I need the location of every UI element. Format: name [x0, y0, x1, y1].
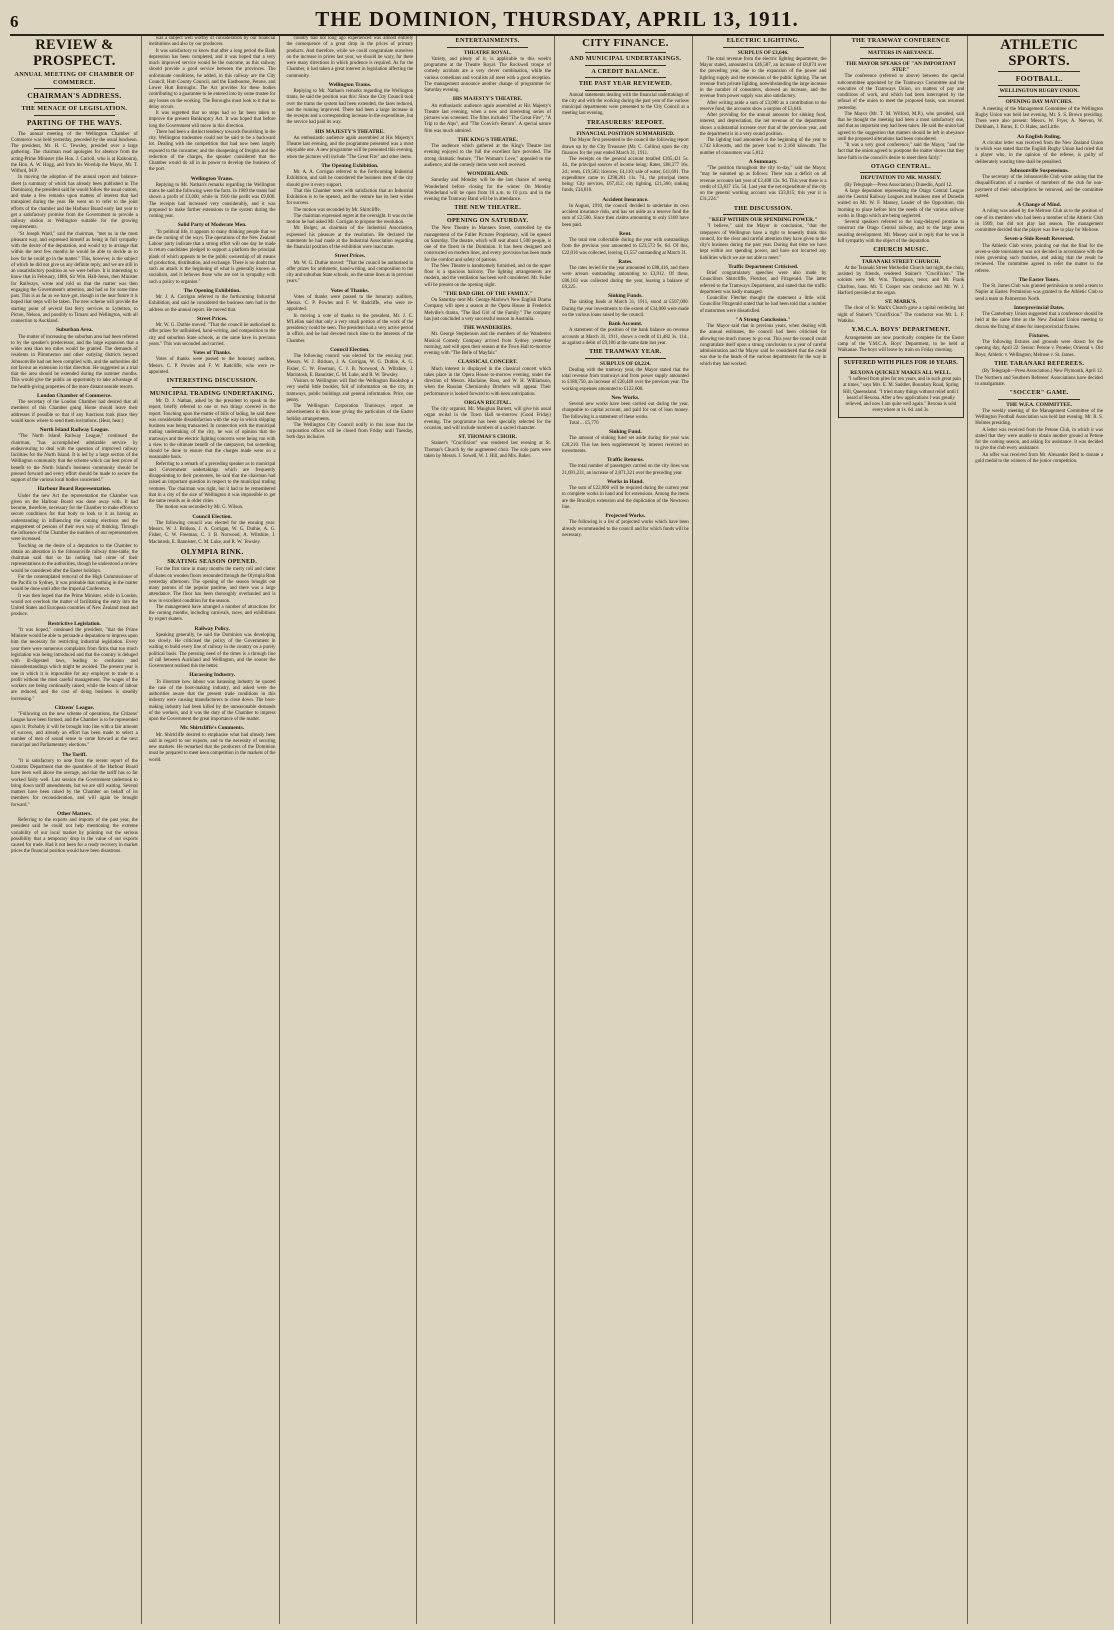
subheading: Street Prices.: [334, 253, 366, 260]
article-paragraph: An enthusiastic audience again assembled at His Majesty's Theatre last evening, when a new and interesting series of pictures was screened. The films included "The Great Fire", "A Trip to the Alps", and "The Convict's Return". A special nature film was much admired.: [424, 103, 551, 134]
headline: AND MUNICIPAL UNDERTAKINGS.: [569, 55, 682, 62]
divider: [585, 52, 666, 53]
headline: ENTERTAINMENTS.: [455, 37, 520, 44]
article-paragraph: Total ... £5,770: [569, 420, 599, 426]
article-paragraph: Referring to the exports and imports of the past year, the president said he could not help mentioning the extreme variability of our local market by pointing out the serious possibility that a temporary drop in the value of our exports caused for trade. Had it not been for a ready recovery in market prices the financial position would have been disastrous.: [11, 818, 138, 855]
article-paragraph: After writing aside a sum of £3,000 as a contribution to the reserve fund, the accounts show a surplus of £3,646.: [699, 100, 827, 112]
article-paragraph: The conference (referred to above) between the special subcommittee appointed by the Tramways Committee and the executive of the Tramways Union, on matters of pay and conditions of work, and which had been interrupted by the refusal of the union to meet the proposed basis, was resumed yesterday.: [837, 74, 965, 111]
article-paragraph: The rates levied for the year amounted to £88,416, and there were arrears outstanding amounting to £3,912. Of these, £86,103 was collected during the year, leaving a balance of £6,225.: [562, 266, 689, 290]
article-paragraph: Mr. A. A. Corrigan referred to the forthcoming Industrial Exhibition, and said he considered the business men of the city should give it every support.: [286, 170, 414, 188]
article-paragraph: The total number of passengers carried on the city lines was 21,691,231, an increase of 2,871,321 over the preceding year.: [562, 464, 689, 476]
article-paragraph: Saturday and Monday will be the last chance of seeing Wonderland before closing for the winter. On Monday Wonderland will be open from 10 a.m. to 10 p.m. and in the evening the Tramway Band will be in attendance.: [424, 178, 551, 202]
divider: [998, 71, 1080, 72]
column-8: [972, 36, 1106, 1624]
article-paragraph: The weekly meeting of the Management Committee of the Wellington Football Association was held last evening. Mr. R. S. Holmes presiding.: [975, 408, 1103, 427]
headline: INTERESTING DISCUSSION.: [166, 377, 258, 384]
subheading: Accident Insurance.: [602, 196, 649, 203]
article-paragraph: Visitors to Wellington will find the Wellington Bookshop a very useful little booklet, full of information on the city, its tramways, public buildings and general information. Price, one penny.: [286, 379, 414, 403]
divider: [34, 115, 115, 116]
article-paragraph: "The North Island Railway League," continued the chairman, "has accomplished admirable service by endeavouring to deal with the question of improved railway facilities for the North Island. It is led by a large section of the Wellington community that the scheme which can best prove of benefit to the North Island's business community should be pressed forward and every effort should be made to secure the support of the various local bodies concerned.": [11, 434, 138, 483]
article-paragraph: The following council was elected for the ensuing year: Messrs. W. J. Bridson, J. A. Corrigan, W. G. Duthie, A. G. Fisher, C. W. Freeman, C. J. B. Norwood, A. Wiltshire, J. Macintosh, E. Bannister, C. M. Luke, and R. W. Tewsley.: [148, 520, 276, 545]
article-paragraph: Brief congratulatory speeches were also made by Councillors Shirtcliffe, Fletcher, and Fitzgerald. The latter referred to the Tramways Department, and stated that the traffic department was badly managed.: [699, 271, 827, 295]
subheading: Bank Account.: [608, 321, 643, 327]
subheading: DEPUTATION TO MR. MASSEY.: [860, 175, 942, 182]
divider: [34, 102, 115, 103]
article-paragraph: A meeting of the Management Committee of the Wellington Rugby Union was held last evening, Mr. S. S. Brown presiding. There were also present: Messrs. W. Fryer, A. Neevon, W. Dorkham, J. Burns, E. O. Hales, and Little.: [975, 106, 1103, 131]
page-number: 6: [10, 12, 19, 31]
article-paragraph: The sum of £22,000 will be required during the current year to complete works in hand and for extensions. Among the items are the Brooklyn extension and the duplication of the Newtown line.: [562, 486, 689, 510]
subheading: London Chamber of Commerce.: [37, 392, 112, 399]
headline: REVIEW & PROSPECT.: [33, 37, 116, 69]
subheading: Traffic Returns.: [606, 457, 644, 463]
subheading: A Summary.: [748, 158, 778, 165]
article-paragraph: Mr. W. G. Duthie moved: "That the council be authorised to offer prizes for unfinished, hand-writing, and composition to the city and suburban State schools, as the same have in previous years." This was seconded and carried.: [148, 323, 276, 347]
subheading: Wellington Trams.: [328, 81, 372, 88]
subheading: MATTERS IN ABEYANCE.: [868, 49, 934, 56]
subheading: Solid Party of Moderate Men.: [177, 222, 247, 229]
headline: THE NEW THEATRE.: [454, 204, 522, 212]
article-paragraph: The following council was elected for the ensuing year: Messrs. W. J. Bridson, J. A. Corrigan, W. G. Duthie, A. G. Fisher, C. W. Freeman, C. J. B. Norwood, A. Wiltshire, J. Macintosh, E. Bannister, C. M. Luke, and R. W. Tewsley.: [286, 354, 414, 378]
article-paragraph: To illustrate how labour was harassing industry he quoted the case of the boot-making industry, and asked were the authorities aware that the present trade conditions in this industry were causing manufacturers to close down. The boot-making industry had been killed by the unreasonable demands of the workers, and it was the duty of the Chamber to impress upon the Government the great importance of the matter.: [148, 679, 276, 722]
article-paragraph: The matter of increasing the suburban area had been referred to by the speaker's predecessor, and the large expansion that a wider area than ten miles would be granted. The demands of residents in Plimmerton and other outlying districts beyond Johnsonville had not been complied with, and the authorities did not favour an extension in that direction. He suggested as a trial that the area should be extended during the summer months. This would give the public an opportunity to take advantage of the health-giving properties of the more distant seaside resorts.: [11, 334, 138, 390]
article-paragraph: The Wellington Corporation Tramways report an advertisement in this issue giving the particulars of the Easter holiday arrangements.: [286, 404, 414, 422]
article-paragraph: Under the new Act the representation the Chamber was given on the Harbour Board was done away with. It had become, therefore, necessary for the Chamber to make efforts to secure conditions for that body to look to it as having an understanding in influencing the coming elections and the engagement of persons of their own way of thinking. Through the influence of the Chamber the numbers of our representatives were increased.: [11, 493, 138, 543]
subheading: THEATRE ROYAL.: [463, 49, 512, 56]
headline: THE TRAMWAY YEAR.: [589, 348, 662, 355]
newspaper-title: THE DOMINION, THURSDAY, APRIL 13, 1911.: [315, 7, 799, 31]
headline: PARTING OF THE WAYS.: [26, 117, 122, 127]
subheading: THE WANDERERS.: [463, 325, 512, 331]
article-paragraph: "Following on the new scheme of operations, the Citizens' League have been formed, and the Chamber is to be represented upon it. Probably it will be brought into line with a fair amount of success, and already an effort has been made to select a number of men of sound sense to come forward at the next municipal and Parliamentary elections.": [11, 712, 138, 749]
article-paragraph: The Mayor (Mr. T. M. Wilford, M.P.), who presided, said that he thought the meeting had been a most satisfactory one, and that an important step had been taken. He said the union had agreed to the suggestion that matters should be left in abeyance until the proposed alterations had been considered.: [837, 111, 965, 142]
ad-subtitle: REXONA QUICKLY MAKES ALL WELL.: [850, 369, 952, 376]
article-paragraph: Arrangements are now practically complete for the Easter camp of the Y.M.C.A. Boys' Department, to be held at Waikanae. The boys will leave by train on Friday morning.: [837, 335, 965, 353]
divider: [860, 256, 941, 257]
article-paragraph: The following fixtures and grounds were drawn for the opening day, April 22: Senior: Petone v. Poneke; Oriental v. Old Boys; Athletic v. Wellington; Melrose v. St. James.: [975, 340, 1103, 358]
article-paragraph: "St Joseph Ward," said the chairman, "met us in the most pleasant way, and expressed himself as being in full sympathy with the desire of the deputation, and would try to arrange that within the next few months he would be able to decide as to how far he could go in the matter." This, however, is the subject of which he did not give us any definite reply, and we are still in an unsatisfactory position as we were before. It is interesting to know that in February, 1886, Sir Wm. Hall-Jones, then Minister for Railways, wrote and told us that the matter was then engaging the Government's attention, and had so for some time past. This is as far as we have got, though in the near future it is hoped that steps will be taken. The new scheme will provide the starting point of several fast ferry services to Lyttelton, to Picton, Nelson, and possibly to Timaru and Wellington, with all connection to Auckland.: [11, 231, 138, 324]
article-paragraph: The lighting load amounted at the beginning of the year to 1,742 kilowatts, and the power load to 2,160 kilowatts. The number of consumers was 5,812.: [699, 138, 827, 156]
subheading: CLASSICAL CONCERT.: [457, 359, 518, 366]
subheading: WONDERLAND.: [466, 171, 509, 177]
subheading: The Opening Exhibition.: [321, 162, 379, 169]
article-paragraph: At the Taranaki Street Methodist Church last night, the choir, assisted by friends, rendered Stainer's "Crucifixion." The soloists were Mr. Wm. Thompson, tenor, and Mr. Frank Charlton, bass. Mr. T. Cooper was conductor and Mr. W. J. Harford presided at the organ.: [837, 265, 965, 296]
headline: ELECTRIC LIGHTING.: [726, 37, 800, 44]
subheading: Harbour Board Representation.: [37, 486, 112, 493]
subheading: FINANCIAL POSITION SUMMARISED.: [576, 131, 675, 137]
article-paragraph: "It is satisfactory to note from the recent report of the Customs Department that the quantities of the Harbour Board have been well above the average, and that the tariff has so far worked fairly well. Last session the Government undertook to bring down tariff amendments, but we are still waiting. Several matters have been raised by the Chamber on behalf of its members for reconsideration, and will again be brought forward.": [11, 758, 138, 808]
divider: [998, 85, 1080, 86]
article-paragraph: Dealing with the tramway year, the Mayor stated that the total revenue from tramways and from power supply amounted to £188,750, an increase of £20,440 over the previous year. The working expenses amounted to £122,600.: [562, 367, 689, 392]
article-paragraph: Much interest is displayed in the classical concert which takes place in the Opera House to-morrow evening, under the direction of Messrs. Maclaine, Ross, and W. H. Williamson, when the Russian Cherniavsky Brothers will appear. Their performance is looked forward to with keen anticipation.: [424, 366, 551, 397]
article-paragraph: "The position throughout the city to-day," said the Mayor, "may be summed up as follows: There was a deficit on all revenue accounts last year of £3,408 13s. 9d. This year there is a credit of £3,837 15s. 5d. Last year the net expenditure of the city on the general working account was £33,815; this year it is £31,224.": [699, 166, 827, 203]
divider: [585, 358, 666, 359]
article-paragraph: The Mayor said that in previous years, when dealing with the annual estimates, the council had been criticised for allowing too much money to go out. This year the council could congratulate itself upon a strong conclusion to a year of careful administration and the Mayor said he considered that the credit was due to the heads of the various departments for the way in which they had worked.: [699, 324, 827, 367]
subheading: Votes of Thanks.: [330, 287, 369, 294]
article-paragraph: The chairman expressed regret at the oversight. It was on the motion he had asked Mr. Corrigan to propose the resolution.: [286, 213, 414, 225]
divider: [585, 77, 666, 78]
article-paragraph: (By Telegraph—Press Association.) Dunedin, April 12.: [844, 182, 953, 188]
subheading: Votes of Thanks.: [193, 350, 232, 356]
subheading: Railway Policy.: [194, 625, 230, 632]
subheading: Other Matters.: [57, 810, 92, 817]
divider: [860, 172, 941, 173]
article-paragraph: Mr. W. G. Duthie moved: "That the council be authorised to offer prizes for arithmetic, hand-writing, and composition to the city and suburban State schools, on the same lines as in previous years.": [286, 260, 414, 285]
subheading: Works in Hand.: [607, 478, 644, 485]
columns: [8, 36, 1106, 1624]
headline: Y.M.C.A. BOYS' DEPARTMENT.: [851, 326, 951, 333]
masthead: [10, 6, 1104, 36]
headline: FOOTBALL.: [1015, 74, 1063, 83]
subheading: THE MAYOR SPEAKS OF "AN IMPORTANT STEP.": [845, 60, 957, 73]
article-paragraph: Councillor Fletcher thought the statement a little wild. Councillor Fitzgerald stated that he had been told that a number of motormen were dissatisfied.: [699, 296, 827, 314]
divider: [447, 214, 528, 215]
subheading: SURPLUS OF £8,224.: [600, 360, 651, 367]
subheading: North Island Railway League.: [39, 427, 109, 433]
subheading: THE W.F.A. COMMITTEE.: [1006, 401, 1072, 408]
subheading: HIS MAJESTY'S THEATRE.: [315, 128, 385, 135]
subheading: Mr. Shirtcliffe's Comments.: [180, 725, 245, 732]
article-paragraph: A large deputation representing the Otago Central League and the Central Railway Leagues and business men of Dunedin waited on Mr. W. F. Massey, Leader of the Opposition, this morning to place before him the needs of the various railway works in Otago which are being neglected.: [837, 188, 965, 219]
headline: THE MENACE OF LEGISLATION.: [21, 105, 128, 112]
article-paragraph: The audience which gathered at the King's Theatre last evening enjoyed to the full the excellent fare provided. The strong dramatic feature, "The Woman's Love," appealed to the audience, and the comedy items were well received.: [424, 144, 551, 168]
article-paragraph: The annual meeting of the Wellington Chamber of Commerce was held yesterday, preceded by the usual luncheon. The president, Mr. H. C. Tewsley, presided over a large gathering. The chairman read apologies for absence from the acting-Prime Minister (the Hon. J. Carroll, who is at Kaikoura), the Hon. A. W. Hogg, and from his Worship the Mayor, Mr. T. Wilford, M.P.: [11, 131, 138, 174]
headline: CHURCH MUSIC.: [873, 246, 929, 253]
headline: SKATING SEASON OPENED.: [167, 557, 258, 565]
subheading: HIS MAJESTY'S THEATRE.: [452, 96, 523, 103]
headline: THE TARANAKI REFEREES.: [994, 359, 1085, 367]
headline: THE DISCUSSION.: [733, 204, 793, 212]
article-paragraph: That this Chamber notes with satisfaction that an Industrial Exhibition is to be opened, and the venture has its best wishes for success.: [286, 188, 414, 207]
article-paragraph: In moving the adoption of the annual report and balance-sheet (a summary of which has already been published in The Dominion), the president said he would follow the usual custom, and make a few remarks upon matters of interest that had transpired during the year. He went on to refer to the joint efforts of the chamber and the Harbour Board early last year to get a satisfactory promise from the Government to provide a railway station at Wellington suitable for the growing requirements.: [11, 175, 138, 231]
article-paragraph: There had been a distinct tendency towards flourishing in the city. Wellington tradesmen could not be said to be a backward lot. Dealing with the competition that had now been largely exposed to the consumer, and the cheapening of freights and the reduction of the charges, the speaker considered that the Chamber would do all in its power to develop the business of the port.: [148, 129, 276, 173]
subheading: The Opening Exhibition.: [183, 287, 241, 294]
headline: THE PAST YEAR REVIEWED.: [578, 80, 672, 87]
article-paragraph: The receipts on the general account totalled £305,421 5s. 4d., the principal sources of income being: Rates, £88,377 16s. 2d.; rents, £19,582; licences, £4,110; sale of water, £41,691. The expenditure came to £298,261 11s. 7d., the principal items being: City services, £67,412; city lighting, £21,360; sinking funds, £34,810.: [562, 157, 689, 194]
subheading: Rent.: [619, 230, 632, 237]
divider: [860, 47, 941, 48]
article-paragraph: The following is a list of projected works which have been already recommended to the council and for which funds will be necessary.: [562, 520, 689, 538]
article-paragraph: After providing for the annual amounts for sinking fund, interest, and depreciation, the net revenue of the department shows a substantial increase over that of the previous year, and the department is in a very sound position.: [699, 113, 827, 137]
subheading: ST. THOMAS'S CHOIR.: [458, 434, 517, 440]
article-paragraph: Votes of thanks were passed to the honorary auditors, Messrs. C. P. Powles and F. W. Radcliffe, who were re-appointed.: [286, 294, 414, 313]
divider: [585, 90, 666, 91]
column-3: [284, 36, 418, 1624]
article-paragraph: Mr. George Stephenson and the members of the Wanderers Musical Comedy Company arrived from Sydney yesterday morning, and will open their season at the Town Hall to-morrow evening with "The Belle of Mayfair.": [424, 332, 551, 356]
article-paragraph: An offer was received from Mr. Alexander Reid to donate a gold medal to the winners of the junior competition.: [975, 452, 1103, 464]
article-paragraph: A ruling was asked by the Melrose Club as to the position of one of its members who had been a member of the Athletic Club in 1909, but did not play last season. The management committee decided that the player was free to play for Melrose.: [975, 209, 1103, 233]
article-paragraph: For the contemplated removal of the High Commissioner of the Pacific to Sydney, it was probable that nothing in the matter would be done until after the Imperial Conference.: [11, 574, 138, 593]
subheading: Council Election.: [330, 346, 370, 353]
divider: [585, 65, 666, 66]
article-paragraph: Replying to Mr. Nathan's remarks regarding the Wellington trams he said the following were the facts. In 1909 the trams had shown a profit of £3,000, while in 1910 the profit was £9,000. The receipts had increased very considerably, and it was proposed to make further extensions to the system during the coming year.: [148, 182, 276, 219]
subheading: Sinking Funds.: [607, 293, 643, 299]
divider: [172, 387, 253, 388]
subheading: Sinking Fund.: [609, 429, 642, 435]
subheading: Street Prices.: [196, 315, 228, 322]
subheading: The Easter Tours.: [1018, 276, 1060, 283]
article-paragraph: The St. James Club was granted permission to send a team to Napier at Easter. Permission was granted to the Athletic Club to send a team to Palmerston North.: [975, 284, 1103, 302]
subheading: A Change of Mind.: [1017, 202, 1061, 208]
article-paragraph: Variety, and plenty of it, is applicable to this week's programme at the Theatre Royal. The Rockwell troupe of comedy acrobats are a very clever combination, while the various comedians and vocalists all meet with a good reception. The management announce another change of programme for Saturday evening.: [424, 56, 551, 93]
article-paragraph: The Wellington City Council notify in this issue that the corporation offices will be closed from Friday until Tuesday, both days inclusive.: [286, 422, 414, 441]
subheading: Seven-a-Side Result Reversed.: [1004, 236, 1074, 243]
article-paragraph: The total rent collectable during the year with outstandings from the previous year amounted to £23,573 9s. 6d. Of this, £22,016 was collected, leaving £1,557 outstanding at March 31.: [562, 238, 689, 256]
divider: [998, 96, 1080, 97]
headline: OTAGO CENTRAL.: [870, 162, 931, 170]
subheading: "KEEP WITHIN OUR SPENDING POWER.": [708, 217, 818, 223]
article-paragraph: The motion was seconded by Mr. Shirtcliffe.: [293, 207, 381, 213]
article-paragraph: It was regretted that no steps had so far been taken to improve the present Bankruptcy Act. It was hoped that before long the Government will move in this direction.: [148, 111, 276, 129]
divider: [998, 399, 1080, 400]
article-paragraph: Several speakers referred to the long-delayed promise to construct the Otago Central railway, and to the large areas awaiting development. Mr. Massey said in reply that he was in full sympathy with the object of the deputation.: [837, 220, 965, 244]
article-paragraph: Several new works have been carried out during the year, chargeable to capital account, and paid for out of loan money. The following is a statement of these works.: [562, 402, 689, 420]
headline: "SOCCER" GAME.: [1009, 389, 1069, 396]
article-paragraph: The New Theatre is handsomely furnished, and on the upper floor is a spacious balcony. The lighting arrangements are modern, and the ventilation has been well considered. Mr. Fuller will be present on the opening night.: [424, 263, 551, 288]
article-paragraph: "I believe," said the Mayor in conclusion, "that the ratepayers of Wellington have a right to honestly think this council, for the clear and careful attention they have given to the city's business during the past year. During that time we have kept within our spending power, and have not incurred any liabilities which we are not able to meet.": [699, 224, 827, 261]
subheading: Restrictive Legislation.: [47, 620, 101, 627]
subheading: ST. MARK'S.: [884, 299, 917, 305]
divider: [723, 214, 804, 215]
article-paragraph: The city organist, Mr. Maughan Barnett, will give his usual organ recital in the Town Hall to-morrow (Good Friday) evening. The programme has been specially selected for the occasion, and will include numbers of a sacred character.: [424, 407, 551, 431]
article-paragraph: Stainer's "Crucifixion" was rendered last evening at St. Thomas's Church by the augmented choir. The solo parts were taken by Messrs. J. Sowell, W. J. Hill, and Mrs. Baker.: [424, 441, 551, 459]
article-paragraph: (By Telegraph—Press Association.) New Plymouth, April 12. The Northern and Southern Referees' Associations have decided to amalgamate.: [975, 369, 1103, 387]
article-paragraph: It was satisfactory to know that after a long period the Bank depression has been completed, and it was hoped that a very much improved service would be the outcome, as this railway should provide a good service between the provinces. The unfortunate conditions, he added, in this railway are the City Council, Hutt County Council, and the Eastbourne, Petone, and Lower Hutt Boroughs. The Act provides for these bodies contributing to a guarantee to be entered into by some trustee for any losses on the working. The Boroughs must look to it that no delay occurs.: [148, 48, 276, 110]
headline: ANNUAL MEETING OF CHAMBER OF COMMERCE.: [14, 71, 135, 86]
column-1: [8, 36, 142, 1624]
headline: CHAIRMAN'S ADDRESS.: [27, 91, 122, 100]
subheading: Projected Works.: [605, 513, 646, 519]
subheading: Rates.: [618, 258, 633, 265]
subheading: Wellington Trams.: [190, 175, 234, 182]
column-5: [559, 36, 693, 1624]
divider: [723, 47, 804, 48]
article-paragraph: The amount of sinking fund set aside during the year was £20,210. This has been supplemented by interest received on investments.: [562, 436, 689, 454]
subheading: Suburban Area.: [56, 327, 93, 334]
article-paragraph: Speaking generally, he said the Dominion was developing too slowly. He criticised the policy of the Government in waiting to build every line of railway in the country on a purely political basis. The pressing need of the times is a through line of rail between Auckland and Wellington, and the sooner the Government realised this the better.: [148, 632, 276, 669]
subheading: The Tariff.: [61, 751, 87, 758]
article-paragraph: Mr. Shirtcliffe desired to emphasise what had already been said in regard to our exports, and to the necessity of securing new markets. He remarked that the producers of the Dominion must be prepared to meet keen competition in the markets of the world.: [148, 732, 276, 763]
article-paragraph: The secretary of the Johnsonville Club wrote asking that the disqualification of a number of members of the club for non-payment of their subscriptions be removed, and the committee agreed.: [975, 175, 1103, 199]
article-paragraph: For the first time in many months the merry roll and clatter of skates on wooden floors resounded through the Olympia Rink yesterday afternoon. The opening of the season brought out many patrons of the popular pastime, and there was a large attendance. The floor has been thoroughly overhauled and is now in excellent condition for the season.: [148, 567, 276, 604]
subheading: Harassing Industry.: [189, 672, 236, 679]
article-paragraph: Mr. J. A. Corrigan referred to the forthcoming Industrial Exhibition, and said he considered the business men had in the address on the annual report. He moved that.: [148, 295, 276, 313]
headline: OPENING ON SATURDAY.: [446, 216, 529, 224]
article-paragraph: A letter was received from the Petone Club, in which it was stated that they were unable to obtain another ground at Petone for the coming season, and asking for assistance. It was decided to give the club every assistance.: [975, 427, 1103, 452]
article-paragraph: The Canterbury Union suggested that a conference should be held at the same time as the New Zealand Union meeting to discuss the fixing of dates for interprovincial fixtures.: [975, 312, 1103, 330]
column-6: [697, 36, 831, 1624]
article-paragraph: An enthusiastic audience again assembled at His Majesty's Theatre last evening, and the programme presented was a most enjoyable one. A new programme will be presented this evening, when the pictures will include "The Great Fire" and other items.: [286, 135, 414, 160]
article-paragraph: The secretary of the London Chamber had desired that all members of this Chamber going Home should leave their addresses if possible so that if any functions took place they would know where to send them invitations. (Hear, hear.): [11, 400, 138, 424]
subheading: "THE BAD GIRL OF THE FAMILY.": [442, 290, 533, 297]
headline: TREASURERS' REPORT.: [586, 118, 664, 126]
article-paragraph: A circular letter was received from the New Zealand Union in which was stated that the English Rugby Union had ruled that a player who, in the opinion of the referee, is guilty of deliberately wasting time shall be penalised.: [975, 140, 1103, 165]
article-paragraph: The choir of St. Mark's Church gave a capital rendering last night of Stainer's "Crucifixion." The conductor was Mr. L. F. Watkins.: [837, 306, 965, 324]
subheading: New Works.: [611, 394, 640, 401]
subheading: "A Strong Conclusion.": [735, 316, 791, 323]
subheading: WELLINGTON RUGBY UNION.: [999, 88, 1079, 94]
article-paragraph: On Saturday next Mr. George Marlow's New English Drama Company will open a season at the Opera House in Frederick Melville's drama, "The Bad Girl of the Family." The company has just concluded a very successful season in Australia.: [424, 298, 551, 322]
article-paragraph: The sinking funds at March 31, 1911, stood at £507,000. During the year investments to the extent of £34,000 were made on the various loans raised by the council.: [562, 300, 689, 318]
article-paragraph: In August, 1910, the council decided to undertake its own accident insurance risks, and has set aside as a reserve fund the sum of £2,500. Since then claims amounting to only £180 have been paid.: [562, 203, 689, 228]
headline: CITY FINANCE.: [582, 37, 669, 49]
subheading: Council Election.: [192, 513, 232, 520]
divider: [447, 47, 528, 48]
article-paragraph: Referring to a remark of a preceding speaker as to municipal and Government undertakings which are frequently disappointing to their promoters, he said that the chairman had raised an important question in respect to the municipal trading ventures. The chairman was right, but it had to be remembered that in a city of the size of Wellington it was impossible to get the same results as in older cities.: [148, 461, 276, 504]
article-paragraph: country had not long ago experienced was almost entirely the consequence of a great drop in the prices of primary products. And therefore, while we could congratulate ourselves on the increase in prices last year, we should be wary, for there were many directions in which prudence is required. As for the Chamber, it had taken a great interest in legislation affecting the community.: [286, 36, 414, 79]
article-paragraph: Replying to Mr. Nathan's remarks regarding the Wellington trams, he said the position was this: Since the City Council took over the trams the system had been extended, the fares reduced, and the running improved. There had been a large increase in the receipts and a corresponding increase in the expenditure, but the service had paid its way.: [286, 89, 414, 126]
article-paragraph: "It was a very good conference," said the Mayor, "and the fact that the union agreed to postpone the matter shows that they have faith in the council's desire to meet them fairly.": [837, 143, 965, 161]
article-paragraph: Mr. D. J. Nathan, asked by the president to speak to the report, briefly referred to one or two things covered in the report. Touching upon the matter of bills of lading, he said there was considerable dissatisfaction with the way in which shipping business was being transacted. In connection with the municipal trading undertaking of the city, he was of opinion that the tramways and the electric lighting concerns were being run with a view to the ultimate benefit of the ratepayers, but something should be done to ensure that the charges made were on a reasonable basis.: [148, 399, 276, 461]
column-7: [835, 36, 969, 1624]
divider: [34, 129, 115, 130]
subheading: THE KING'S THEATRE.: [457, 136, 518, 143]
article-paragraph: The New Theatre in Manners Street, controlled by the management of the Fuller Pictures Proprietary, will be opened on Saturday. The theatre, which will seat about 1,500 people, is one of the finest in the Dominion. It has been designed and constructed on modern lines, and every provision has been made for the comfort and safety of patrons.: [424, 226, 551, 263]
divider: [34, 88, 115, 89]
article-paragraph: In moving a vote of thanks to the president, Mr. J. C. M'Lellan said that only a very small portion of the work of the presidency could be seen. The president had a very active period in office, and he had devoted much time to the interests of the Chamber.: [286, 313, 414, 344]
article-paragraph: It was then hoped that the Prime Minister, while in London, would not overlook the matter of facilitating the entry into the United States and European countries of New Zealand meat and produce.: [11, 593, 138, 618]
article-paragraph: The management have arranged a number of attractions for the coming months, including carnivals, races, and exhibitions by expert skaters.: [148, 604, 276, 623]
divider: [585, 128, 666, 129]
article-paragraph: The motion was seconded by Mr. G. Wilson.: [155, 505, 244, 511]
article-paragraph: was a subject well worthy of consideration by our financial institutions and also by our producers.: [148, 36, 276, 48]
subheading: TARANAKI STREET CHURCH.: [861, 258, 940, 265]
article-paragraph: Votes of thanks were passed to the honorary auditors, Messrs. C. P. Powles and F. W. Radcliffe, who were re-appointed.: [148, 357, 276, 375]
headline: THE TRAMWAY CONFERENCE: [851, 37, 951, 44]
subheading: Citizens' League.: [54, 704, 95, 711]
subheading: Traffic Department Criticised.: [728, 263, 799, 270]
article-paragraph: Touching on the desire of a deputation to the Chamber to obtain an alteration in the Johnsonville railway time-table, the chairman said that so far nothing had come of their representations to the authorities, though he understood a review would be considered after the Easter holidays.: [11, 543, 138, 574]
article-paragraph: Annual statements dealing with the financial undertakings of the city and with the working during the past year of the various municipal departments were presented to the City Council at a meeting last evening.: [562, 92, 689, 117]
subheading: OPENING DAY MATCHES.: [1005, 99, 1073, 106]
headline: MUNICIPAL TRADING UNDERTAKING.: [149, 389, 275, 397]
subheading: Fixtures.: [1028, 332, 1050, 339]
ad-text: "I suffered from piles for ten years, and in such great pain at times," says Mrs. E. M. Saddler, Boundary Road, Spring Hill, Queensland. "I tried many things without relief until I heard of Rexona. After a few applications I was greatly relieved, and now I am quite well again." Rexona is sold everywhere at 1s. 6d. and 3s.: [843, 377, 961, 414]
headline: OLYMPIA RINK.: [180, 546, 244, 556]
subheading: Interprovincial Dates.: [1013, 304, 1065, 311]
article-paragraph: The total revenue from the electric lighting department, the Mayor stated, amounted to £46,587, an increase of £8,874 over the preceding year, due to the expansion of the power and lighting supply and the extension of the public lighting. The net revenue from private lighting, notwithstanding the large increase in the number of consumers, showed an increase, and the revenue from power supply was also satisfactory.: [699, 56, 827, 100]
article-paragraph: Mr. Bolger, as chairman of the Industrial Association, expressed his pleasure at the resolution. He declared the statements he had made at the Industrial Association regarding the financial position of the exhibition were inaccurate.: [286, 226, 414, 250]
article-paragraph: The Athletic Club wrote, pointing out that the final for the seven-a-side tournament was not decided in accordance with the rules governing such matches, and asking that the result be reviewed. The committee agreed to refer the matter to the referee.: [975, 243, 1103, 274]
article-paragraph: A statement of the position of the bank balance on revenue accounts at March 31, 1911, shows a credit of £1,482 3s. 11d., as against a debit of £9,106 at the same date last year.: [562, 328, 689, 346]
subheading: Johnsonville Suspensions.: [1009, 167, 1069, 174]
subheading: ORGAN RECITAL.: [464, 399, 512, 406]
article-paragraph: "It was hoped," continued the president, "that the Prime Minister would be able to persuade a deputation to impress upon him the necessity for restricting industrial legislation. Every year there were numerous complaints from firms that too much legislation was being introduced and that the country is deluged with ill-digested laws, leading to confusion and misunderstandings which might be avoided. The present year is one in which it is impossible for any employer to trade to a profit without the most careful management. The wages of the workers are being continually raised, while the hours of labour are reduced, and the cost of doing business is steadily increasing.": [11, 627, 138, 702]
headline: ATHLETIC SPORTS.: [1000, 37, 1079, 69]
divider: [860, 58, 941, 59]
article-paragraph: The Mayor first presented to the council the following report drawn up by the City Treasurer (Mr. C. Collins) upon the city finances for the year ended March 31, 1911.: [562, 138, 689, 156]
column-4: [421, 36, 555, 1624]
ad-title: SUFFERED WITH PILES FOR 10 YEARS.: [844, 360, 958, 367]
subheading: SURPLUS OF £3,646.: [737, 49, 789, 56]
advertisement: [838, 357, 965, 417]
subheading: An English Ruling.: [1017, 133, 1062, 140]
headline: A CREDIT BALANCE.: [591, 67, 660, 75]
article-paragraph: "In political life, it appears to many thinking people that we are the coming of the ways. The operations of the New Zealand Labour party indicate that a strong effort will one day be made to return candidates pledged to support a platform the principal plank of which appears to be the public ownership of all means of production, distribution, and exchange. There is no doubt that such an attack is the beginning of what is generally known as socialism, and it behoves those who are not in sympathy with such a policy to organise.": [148, 229, 276, 285]
column-2: [146, 36, 280, 1624]
